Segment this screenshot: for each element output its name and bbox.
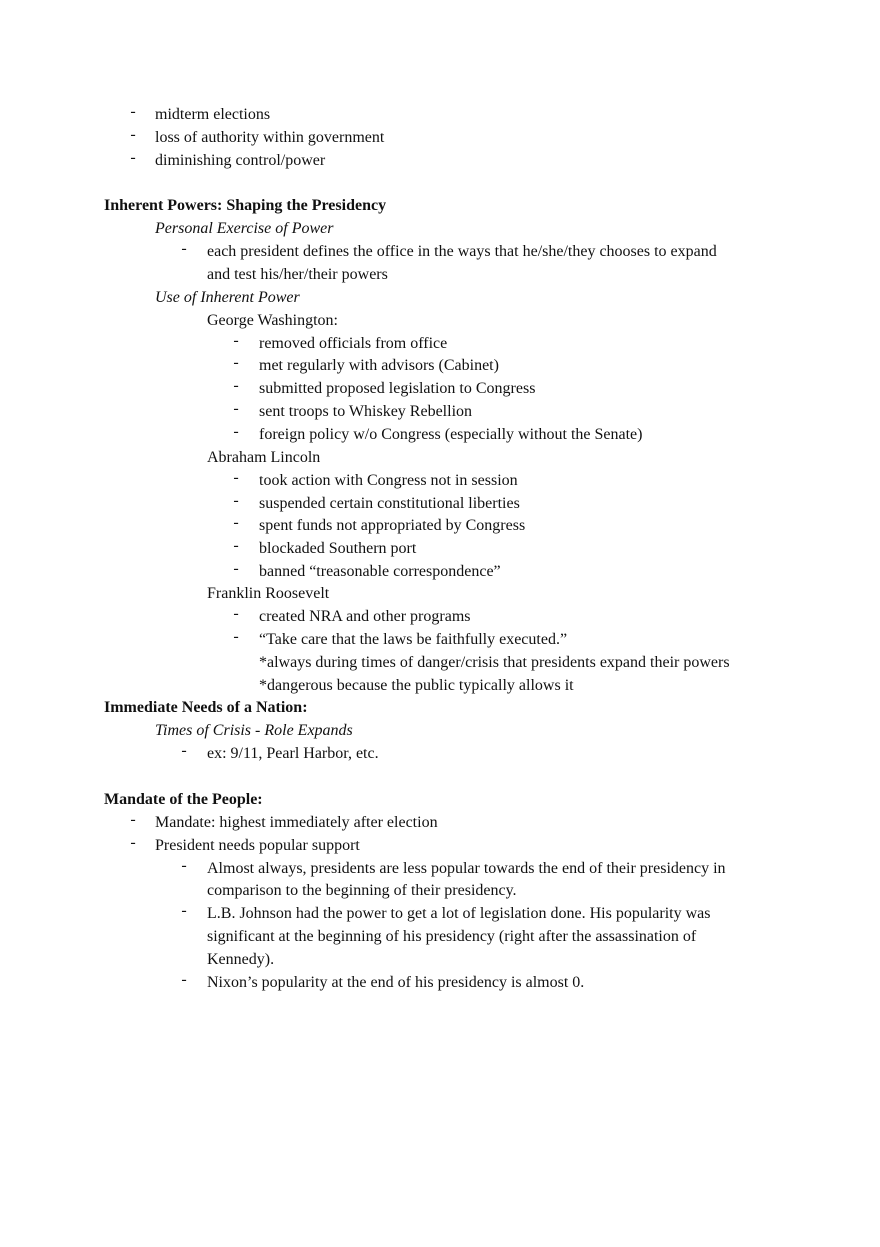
section-heading-mandate: Mandate of the People: [104,791,263,808]
list-item: each president defines the office in the ways that he/she/they chooses to expand [207,243,717,260]
bullet-dash: - [233,514,239,531]
bullet-dash: - [181,902,187,919]
bullet-dash: - [130,149,136,166]
list-item: ex: 9/11, Pearl Harbor, etc. [207,745,379,762]
list-item: spent funds not appropriated by Congress [259,517,526,534]
list-item: President needs popular support [155,837,360,854]
note-line: *dangerous because the public typically allows it [259,677,574,694]
bullet-dash: - [130,103,136,120]
list-item-continuation: comparison to the beginning of their presidency. [207,882,517,899]
list-item: Nixon’s popularity at the end of his presidency is almost 0. [207,974,585,991]
list-item: diminishing control/power [155,152,326,169]
bullet-dash: - [181,857,187,874]
bullet-dash: - [233,560,239,577]
list-item: foreign policy w/o Congress (especially without the Senate) [259,426,643,443]
list-item: blockaded Southern port [259,540,417,557]
note-line: *always during times of danger/crisis that presidents expand their powers [259,654,730,671]
president-name-washington: George Washington: [207,312,338,329]
list-item-continuation: and test his/her/their powers [207,266,388,283]
bullet-dash: - [130,811,136,828]
list-item: banned “treasonable correspondence” [259,563,501,580]
list-item: Mandate: highest immediately after election [155,814,438,831]
bullet-dash: - [233,469,239,486]
bullet-dash: - [233,423,239,440]
list-item: created NRA and other programs [259,608,471,625]
subheading-use-of-inherent-power: Use of Inherent Power [155,289,300,306]
list-item-continuation: significant at the beginning of his presidency (right after the assassination of [207,928,697,945]
list-item-continuation: Kennedy). [207,951,275,968]
bullet-dash: - [233,537,239,554]
list-item: L.B. Johnson had the power to get a lot of legislation done. His popularity was [207,905,711,922]
bullet-dash: - [130,834,136,851]
bullet-dash: - [233,354,239,371]
list-item: met regularly with advisors (Cabinet) [259,357,499,374]
list-item: submitted proposed legislation to Congress [259,380,536,397]
bullet-dash: - [233,332,239,349]
president-name-roosevelt: Franklin Roosevelt [207,585,330,602]
list-item: suspended certain constitutional liberties [259,495,520,512]
section-heading-immediate-needs: Immediate Needs of a Nation: [104,699,308,716]
bullet-dash: - [233,492,239,509]
list-item: sent troops to Whiskey Rebellion [259,403,473,420]
list-item: removed officials from office [259,335,448,352]
list-item: loss of authority within government [155,129,385,146]
list-item: Almost always, presidents are less popular towards the end of their presidency in [207,860,726,877]
bullet-dash: - [233,377,239,394]
list-item: “Take care that the laws be faithfully executed.” [259,631,568,648]
bullet-dash: - [181,240,187,257]
bullet-dash: - [181,971,187,988]
list-item: took action with Congress not in session [259,472,518,489]
bullet-dash: - [233,400,239,417]
bullet-dash: - [233,628,239,645]
subheading-times-of-crisis: Times of Crisis - Role Expands [155,722,353,739]
list-item: midterm elections [155,106,271,123]
bullet-dash: - [130,126,136,143]
subheading-personal-exercise: Personal Exercise of Power [155,220,334,237]
president-name-lincoln: Abraham Lincoln [207,449,321,466]
bullet-dash: - [181,742,187,759]
bullet-dash: - [233,605,239,622]
section-heading-inherent-powers: Inherent Powers: Shaping the Presidency [104,197,387,214]
